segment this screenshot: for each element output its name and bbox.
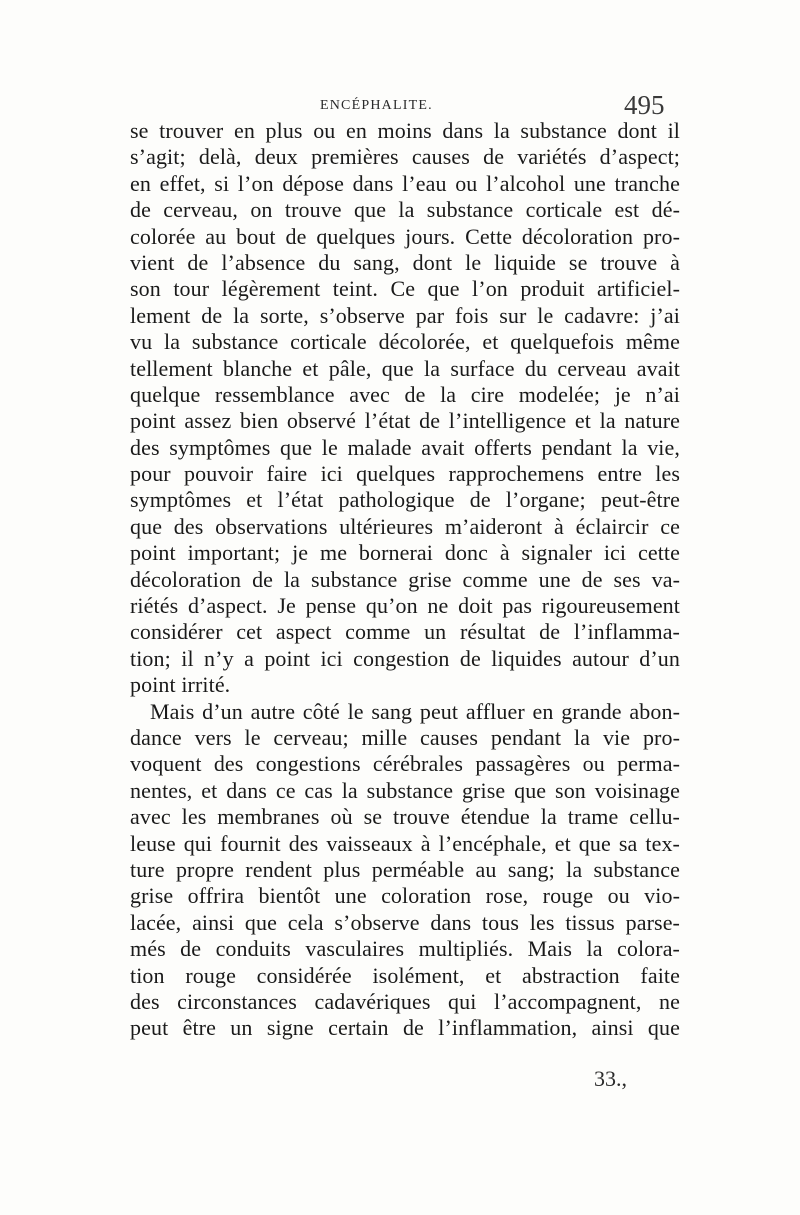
text-line: des circonstances cadavériques qui l’accompagnent, ne [130, 988, 680, 1014]
text-line: leuse qui fournit des vaisseaux à l’encéphale, et que sa tex- [130, 830, 680, 856]
text-line: vient de l’absence du sang, dont le liquide se trouve à [130, 249, 680, 275]
text-line: més de conduits vasculaires multipliés. Mais la colora- [130, 936, 680, 962]
signature-mark: 33., [594, 1066, 627, 1091]
text-line: symptômes et l’état pathologique de l’organe; peut-être [130, 487, 680, 513]
text-line: en effet, si l’on dépose dans l’eau ou l’alcohol une tranche [130, 170, 680, 196]
text-line: quelque ressemblance avec de la cire modelée; je n’ai [130, 381, 680, 407]
text-line: voquent des congestions cérébrales passagères ou perma- [130, 751, 680, 777]
text-line: nentes, et dans ce cas la substance grise que son voisinage [130, 777, 680, 803]
text-line: ture propre rendent plus perméable au sang; la substance [130, 856, 680, 882]
text-line: décoloration de la substance grise comme une de ses va- [130, 566, 680, 592]
text-line: colorée au bout de quelques jours. Cette décoloration pro- [130, 223, 680, 249]
text-line: que des observations ultérieures m’aideront à éclaircir ce [130, 513, 680, 539]
paragraph-start-line: Mais d’un autre côté le sang peut affluer en grande abon- [150, 698, 680, 724]
paragraph-end-line: point irrité. [130, 672, 231, 698]
text-line: se trouver en plus ou en moins dans la substance dont il [130, 118, 680, 143]
text-line: lacée, ainsi que cela s’observe dans tous les tissus parse- [130, 909, 680, 935]
text-line: des symptômes que le malade avait offerts pendant la vie, [130, 434, 680, 460]
text-line: pour pouvoir faire ici quelques rapprochemens entre les [130, 461, 680, 487]
text-line: dance vers le cerveau; mille causes pendant la vie pro- [130, 724, 680, 750]
text-line: peut être un signe certain de l’inflammation, ainsi que [130, 1015, 680, 1041]
text-line: tion; il n’y a point ici congestion de liquides autour d’un [130, 645, 680, 671]
text-line: point assez bien observé l’état de l’intelligence et la nature [130, 408, 680, 434]
text-line: avec les membranes où se trouve étendue la trame cellu- [130, 804, 680, 830]
page-number: 495 [624, 90, 665, 120]
body-text [130, 118, 680, 1042]
text-line: tion rouge considérée isolément, et abstraction faite [130, 962, 680, 988]
text-line: point important; je me bornerai donc à signaler ici cette [130, 540, 680, 566]
text-line: son tour légèrement teint. Ce que l’on produit artificiel- [130, 276, 680, 302]
text-line: vu la substance corticale décolorée, et quelquefois même [130, 329, 680, 355]
text-line: lement de la sorte, s’observe par fois sur le cadavre: j’ai [130, 302, 680, 328]
text-line: de cerveau, on trouve que la substance corticale est dé- [130, 197, 680, 223]
text-line: considérer cet aspect comme un résultat de l’inflamma- [130, 619, 680, 645]
text-line: riétés d’aspect. Je pense qu’on ne doit pas rigoureusement [130, 593, 680, 619]
text-line: tellement blanche et pâle, que la surface du cerveau avait [130, 355, 680, 381]
text-line: grise offrira bientôt une coloration rose, rouge ou vio- [130, 883, 680, 909]
text-line: s’agit; delà, deux premières causes de variétés d’aspect; [130, 144, 680, 170]
running-head: ENCÉPHALITE. [320, 98, 433, 113]
